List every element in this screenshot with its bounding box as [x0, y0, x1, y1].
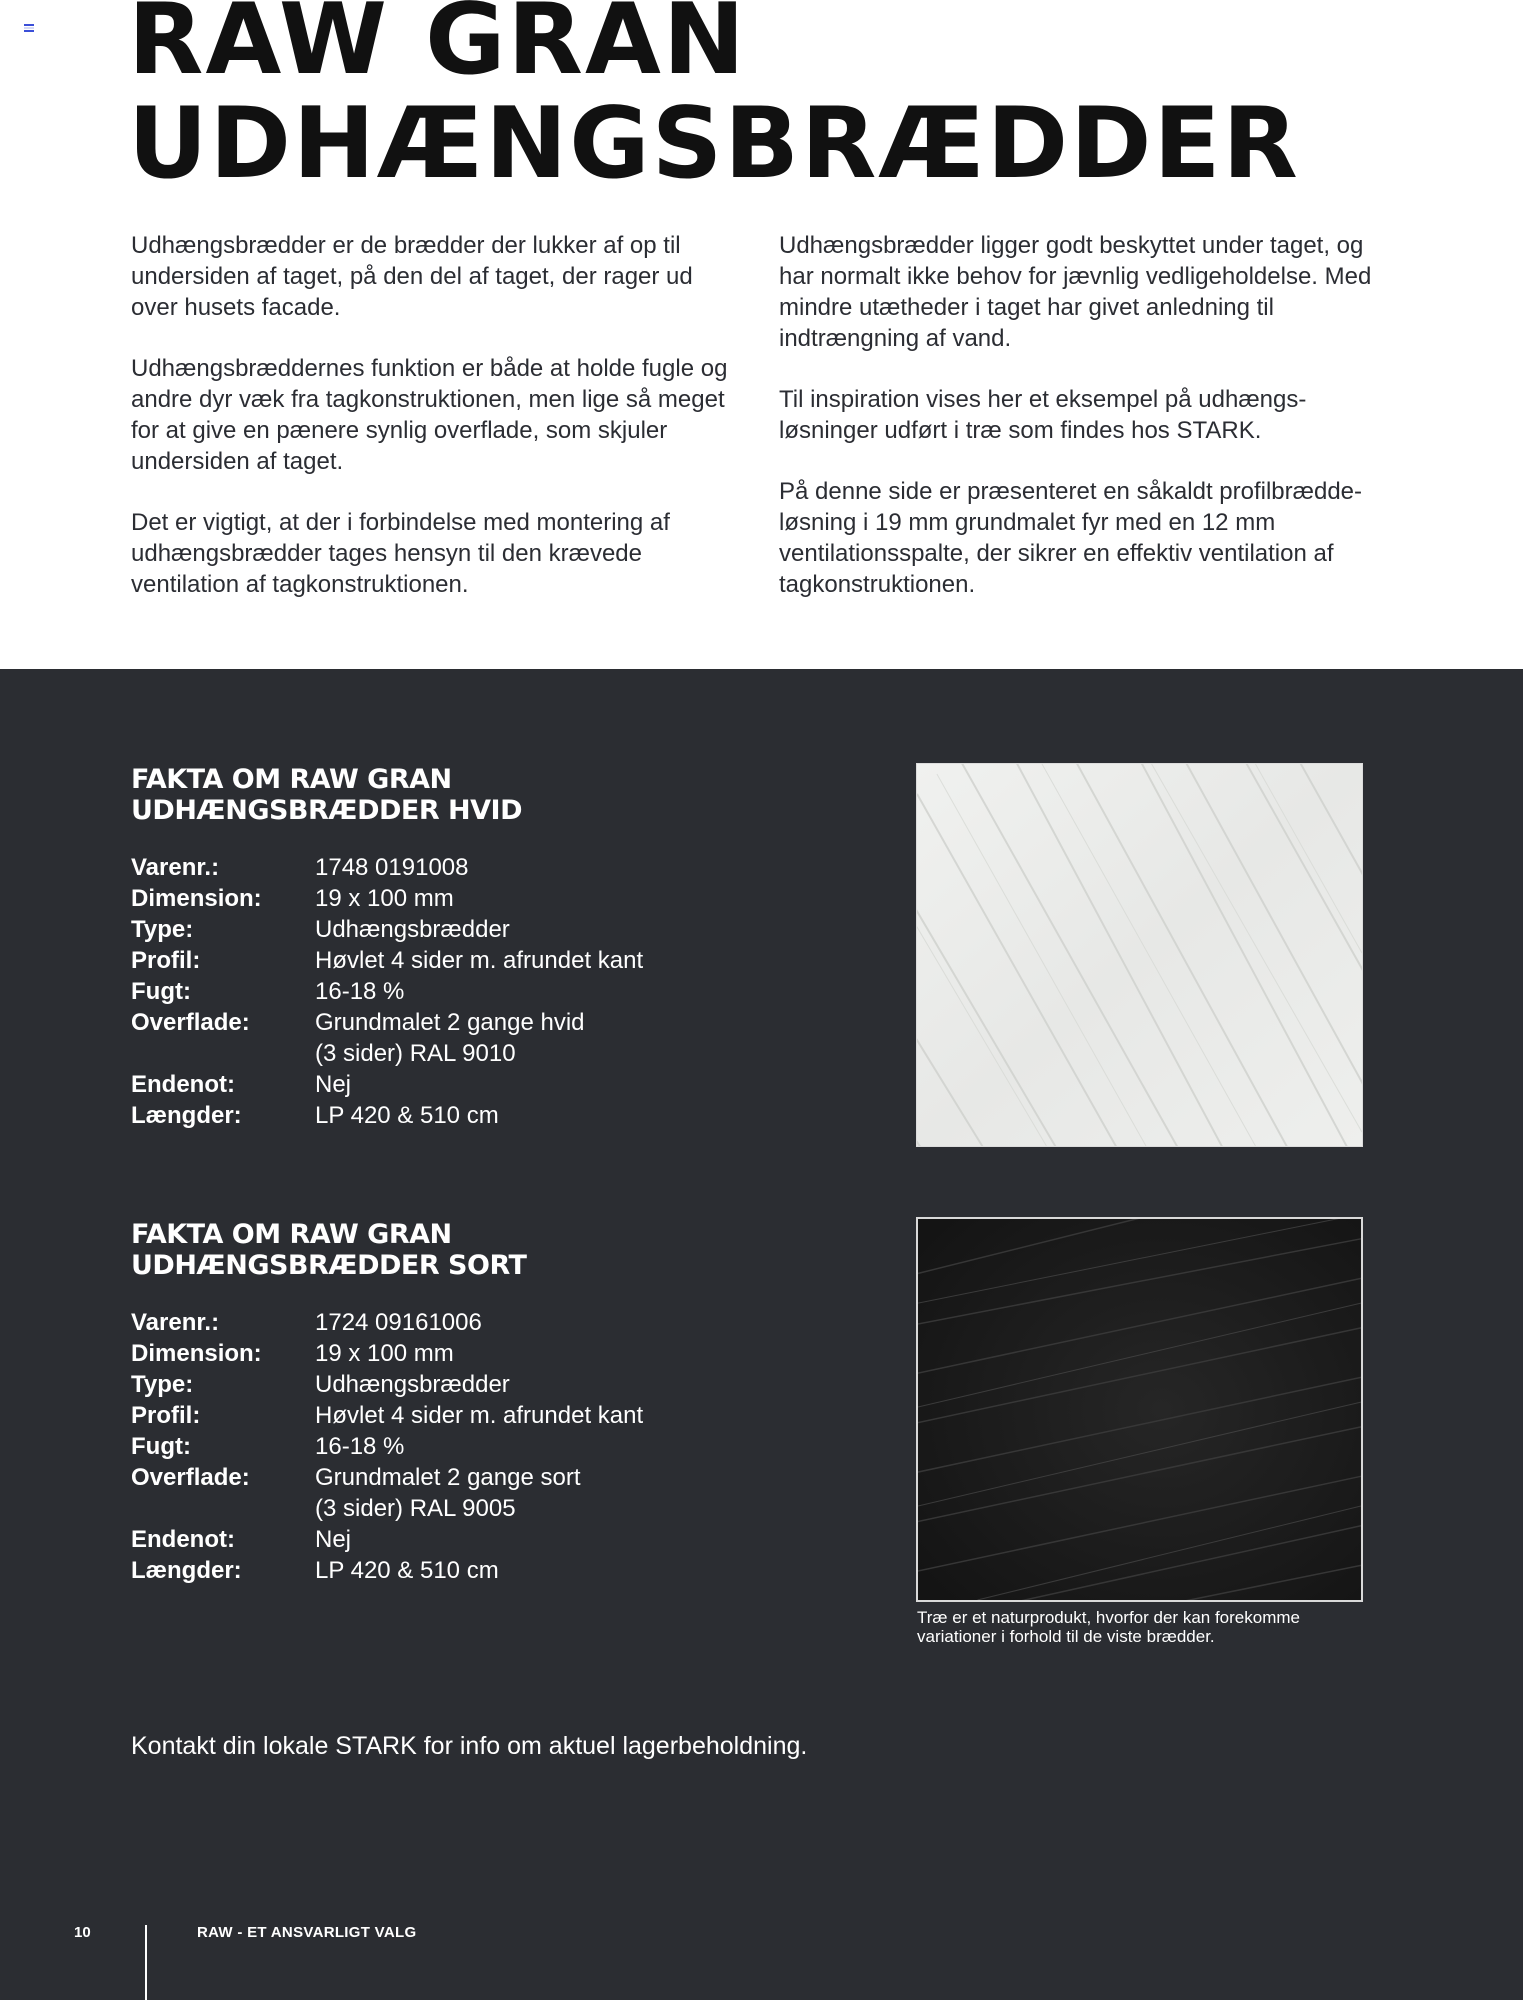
spec-label: Varenr.: — [131, 854, 220, 881]
spec-row — [131, 914, 831, 945]
fact-heading — [131, 1219, 831, 1281]
intro-paragraph: Udhængsbræddernes funktion er både at holde fugle og andre dyr væk fra tagkonstruktionen, men lige så meget for at give en pænere synlig overflade, som skjuler undersiden af taget. — [131, 355, 728, 475]
footer-divider — [145, 1925, 147, 2000]
spec-value — [315, 1307, 831, 1338]
white-wood-sample-image — [916, 763, 1363, 1147]
fact-heading-line: FAKTA OM RAW GRAN — [131, 1219, 452, 1250]
spec-value — [315, 1100, 831, 1131]
spec-value — [315, 1555, 831, 1586]
flag-icon — [24, 24, 34, 33]
intro-paragraph: Det er vigtigt, at der i forbindelse med montering af udhængsbrædder tages hensyn til den krævede ventilation af tagkonstruktionen. — [131, 509, 670, 598]
spec-row — [131, 1338, 831, 1369]
spec-value-line: 16-18 % — [315, 978, 405, 1005]
sample-caption: Træ er et naturprodukt, hvorfor der kan forekomme variationer i forhold til de viste brædder. — [917, 1608, 1300, 1646]
spec-label: Type: — [131, 1371, 194, 1398]
fact-block-sort — [131, 1219, 831, 1586]
spec-value — [315, 883, 831, 914]
spec-label: Varenr.: — [131, 1309, 220, 1336]
spec-row — [131, 852, 831, 883]
spec-value-line: Nej — [315, 1526, 352, 1553]
spec-label: Type: — [131, 916, 194, 943]
fact-heading — [131, 764, 831, 826]
spec-row — [131, 1524, 831, 1555]
spec-value-line: Nej — [315, 1071, 352, 1098]
spec-value — [315, 1338, 831, 1369]
intro-right-column — [779, 230, 1379, 630]
spec-row — [131, 1369, 831, 1400]
spec-row — [131, 883, 831, 914]
black-wood-sample-image — [916, 1217, 1363, 1602]
spec-row — [131, 1555, 831, 1586]
spec-label: Overflade: — [131, 1009, 250, 1036]
spec-row — [131, 1007, 831, 1069]
spec-value-line: (3 sider) RAL 9010 — [315, 1040, 516, 1067]
spec-value-line: (3 sider) RAL 9005 — [315, 1495, 516, 1522]
spec-label: Fugt: — [131, 978, 191, 1005]
footer-text: RAW - ET ANSVARLIGT VALG — [197, 1924, 417, 1941]
spec-label: Profil: — [131, 947, 201, 974]
fact-heading-line: UDHÆNGSBRÆDDER SORT — [131, 1250, 527, 1281]
spec-row — [131, 1069, 831, 1100]
spec-label: Dimension: — [131, 1340, 262, 1367]
title-line-2: UDHÆNGSBRÆDDER — [128, 87, 1300, 201]
spec-row — [131, 976, 831, 1007]
spec-value-line: 19 x 100 mm — [315, 1340, 454, 1367]
spec-row — [131, 1431, 831, 1462]
spec-row — [131, 1462, 831, 1524]
spec-value-line: LP 420 & 510 cm — [315, 1102, 499, 1129]
spec-row — [131, 1400, 831, 1431]
intro-paragraph: Til inspiration vises her et eksempel på udhængs- løsninger udført i træ som findes hos STARK. — [779, 386, 1307, 444]
spec-value-line: Udhængsbrædder — [315, 1371, 510, 1398]
spec-value-line: 16-18 % — [315, 1433, 405, 1460]
intro-paragraph: På denne side er præsenteret en såkaldt profilbræddeløsning i 19 mm grundmalet fyr med en 12 mm ventilationsspalte, der sikrer en effektiv ventilation af tagkonstruktionen. — [779, 478, 1363, 598]
spec-row — [131, 1307, 831, 1338]
spec-value — [315, 1431, 831, 1462]
spec-value — [315, 1400, 831, 1431]
spec-label: Profil: — [131, 1402, 201, 1429]
spec-label: Overflade: — [131, 1464, 250, 1491]
spec-value-line: Grundmalet 2 gange hvid — [315, 1009, 585, 1036]
spec-value-line: 1748 0191008 — [315, 854, 469, 881]
spec-label: Dimension: — [131, 885, 262, 912]
spec-row — [131, 1100, 831, 1131]
intro-paragraph: Udhængsbrædder er de brædder der lukker af op til undersiden af taget, på den del af taget, der rager ud over husets facade. — [131, 232, 693, 321]
spec-label: Fugt: — [131, 1433, 191, 1460]
spec-value — [315, 1007, 831, 1069]
spec-value — [315, 852, 831, 883]
spec-value — [315, 1524, 831, 1555]
spec-label: Endenot: — [131, 1526, 235, 1553]
intro-paragraph: Udhængsbrædder ligger godt beskyttet under taget, og har normalt ikke behov for jævnlig vedligeholdelse. Med mindre utætheder i taget har givet anledning til indtrængning af vand. — [779, 232, 1372, 352]
page-number: 10 — [74, 1924, 91, 1941]
fact-heading-line: UDHÆNGSBRÆDDER HVID — [131, 795, 523, 826]
spec-label: Endenot: — [131, 1071, 235, 1098]
spec-label: Længder: — [131, 1102, 242, 1129]
spec-value-line: Grundmalet 2 gange sort — [315, 1464, 581, 1491]
spec-table — [131, 852, 831, 1131]
spec-value — [315, 1462, 831, 1524]
spec-value — [315, 914, 831, 945]
title-line-1: RAW GRAN — [128, 0, 747, 97]
fact-heading-line: FAKTA OM RAW GRAN — [131, 764, 452, 795]
spec-value — [315, 1069, 831, 1100]
spec-label: Længder: — [131, 1557, 242, 1584]
spec-table — [131, 1307, 831, 1586]
spec-value-line: Udhængsbrædder — [315, 916, 510, 943]
spec-value-line: Høvlet 4 sider m. afrundet kant — [315, 947, 644, 974]
fact-block-hvid — [131, 764, 831, 1131]
spec-value-line: 1724 09161006 — [315, 1309, 482, 1336]
spec-value — [315, 945, 831, 976]
page-title — [128, 0, 1300, 201]
spec-value — [315, 976, 831, 1007]
spec-row — [131, 945, 831, 976]
spec-value-line: 19 x 100 mm — [315, 885, 454, 912]
intro-left-column — [131, 230, 731, 630]
spec-value-line: LP 420 & 510 cm — [315, 1557, 499, 1584]
spec-value-line: Høvlet 4 sider m. afrundet kant — [315, 1402, 644, 1429]
spec-value — [315, 1369, 831, 1400]
contact-note: Kontakt din lokale STARK for info om aktuel lagerbeholdning. — [131, 1732, 808, 1760]
